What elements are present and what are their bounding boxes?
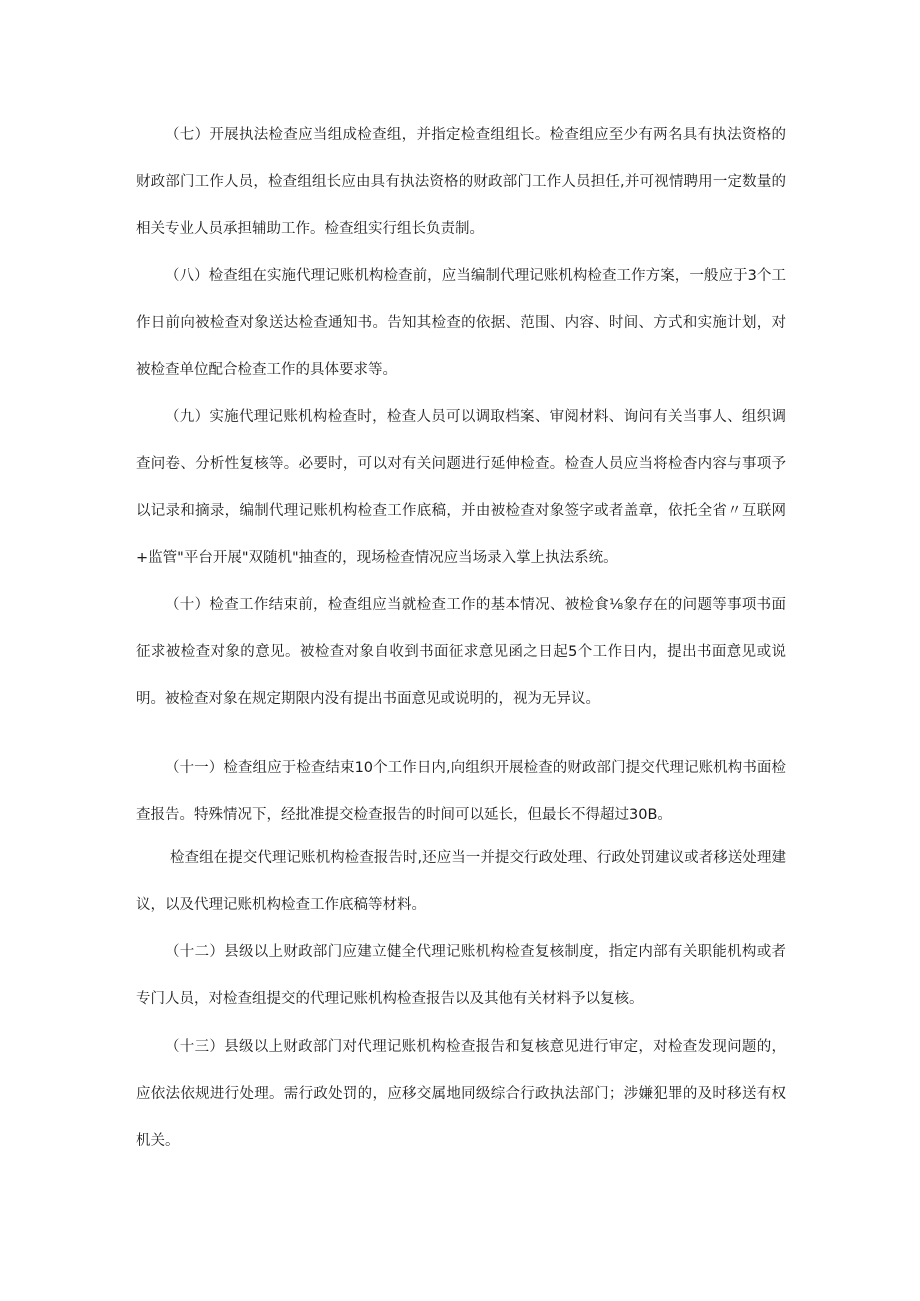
paragraph-12-review-system: （十二）县级以上财政部门应建立健全代理记账机构检查复核制度，指定内部有关职能机构或者专门人员，对检查组提交的代理记账机构检查报告以及其他有关材料予以复核。 <box>136 944 786 1007</box>
paragraph-11-supplementary: 检查组在提交代理记账机构检查报告时,还应当一并提交行政处理、行政处罚建议或者移送处理建议，以及代理记账机构检查工作底稿等材料。 <box>136 850 786 913</box>
paragraph-8-inspection-plan: （八）检查组在实施代理记账机构检查前，应当编制代理记账机构检查工作方案，一般应于3个工作日前向被检查对象送达检查通知书。告知其检查的依据、范围、内容、时间、方式和实施计划，对被检查单位配合检查工作的具体要求等。 <box>136 268 786 378</box>
paragraph-7-inspection-team: （七）开展执法检查应当组成检查组，并指定检查组组长。检查组应至少有两名具有执法资格的财政部门工作人员，检查组组长应由具有执法资格的财政部门工作人员担任,并可视情聘用一定数量的相关专业人员承担辅助工作。检查组实行组长负责制。 <box>136 127 786 237</box>
paragraph-13-approval-handling: （十三）县级以上财政部门对代理记账机构检查报告和复核意见进行审定，对检查发现问题的，应依法依规进行处理。需行政处罚的，应移交属地同级综合行政执法部门；涉嫌犯罪的及时移送有权机关。 <box>136 1039 786 1149</box>
paragraph-10-opinion-solicitation: （十）检查工作结束前，检查组应当就检查工作的基本情况、被检食⅛象存在的问题等事项书面征求被检查对象的意见。被检查对象自收到书面征求意见函之日起5个工作日内，提出书面意见或说明。被检查对象在规定期限内没有提出书面意见或说明的，视为无异议。 <box>136 597 786 707</box>
paragraph-11-inspection-report: （十一）检查组应于检查结束10个工作日内,向组织开展检查的财政部门提交代理记账机构书面检查报告。特殊情况下，经批准提交检查报告的时间可以延长，但最长不得超过30B。 <box>136 760 786 823</box>
paragraph-9-inspection-conduct: （九）实施代理记账机构检查时，检查人员可以调取档案、审阅材料、询问有关当事人、组织调查问卷、分析性复核等。必要时，可以对有关问题进行延伸检查。检查人员应当将检杳内容与事项予以记录和摘录，编制代理记账机构检查工作底稿，并由被检查对象签字或者盖章，依托全省〃互联网+监管"平台开展"双随机"抽查的，现场检查情况应当场录入掌上执法系统。 <box>136 409 786 566</box>
